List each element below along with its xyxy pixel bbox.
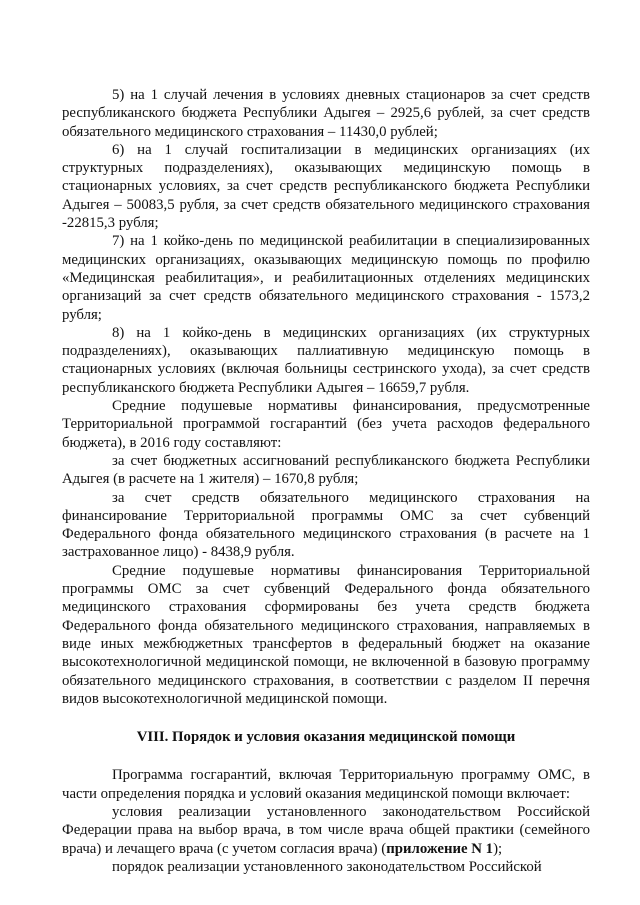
paragraph-procedure: порядок реализации установленного законодательством Российской: [112, 858, 542, 875]
paragraph-item-8: 8) на 1 койко-день в медицинских организациях (их структурных подразделениях), оказывающих паллиативную медицинскую помощь в стационарных условиях (включая больницы сестринского ухода), за счет средств республиканского бюджета Республики Адыгея – 16659,7 рубля.: [62, 324, 590, 396]
choice-of-doctor-end: );: [493, 840, 503, 857]
paragraph-choice-of-doctor: [62, 803, 590, 858]
section-heading: VIII. Порядок и условия оказания медицинской помощи: [136, 729, 516, 746]
choice-of-doctor-text: условия реализации установленного законодательством Российской Федерации права на выбор врача, в том числе врача общей практики (семейного врача) и лечащего врача (с учетом согласия врача) (: [62, 803, 590, 857]
paragraph-oms-norm: за счет средств обязательного медицинского страхования на финансирование Территориальной программы ОМС за счет субвенций Федерального фонда обязательного медицинского страхования (в расчете на 1 застрахованное лицо) - 8438,9 рубля.: [62, 489, 590, 561]
paragraph-budget-norm: за счет бюджетных ассигнований республиканского бюджета Республики Адыгея (в расчете на 1 жителя) – 1670,8 рубля;: [62, 452, 590, 488]
paragraph-oms-formation: Средние подушевые нормативы финансирования Территориальной программы ОМС за счет субвенций Федерального фонда обязательного медицинского страхования сформированы без учета средств бюджета Федерального фонда обязательного медицинского страхования, направляемых в виде иных межбюджетных трансфертов в федеральный бюджет на оказание высокотехнологичной медицинской помощи, не включенной в базовую программу обязательного медицинского страхования, в соответствии с разделом II перечня видов высокотехнологичной медицинской помощи.: [62, 562, 590, 707]
paragraph-item-7: 7) на 1 койко-день по медицинской реабилитации в специализированных медицинских организациях, оказывающих медицинскую помощь по профилю «Медицинская реабилитация», и реабилитационных отделениях медицинских организаций за счет средств обязательного медицинского страхования - 1573,2 рубля;: [62, 233, 590, 323]
paragraph-item-6: 6) на 1 случай госпитализации в медицинских организациях (их структурных подразделениях), оказывающих медицинскую помощь в стационарных условиях, за счет средств республиканского бюджета Республики Адыгея – 50083,5 рубля, за счет средств обязательного медицинского страхования -22815,3 рубля;: [62, 141, 590, 232]
appendix-reference: приложение N 1: [386, 840, 494, 857]
paragraph-program-includes: Программа госгарантий, включая Территориальную программу ОМС, в части определения порядка и условий оказания медицинской помощи включает:: [62, 767, 590, 802]
paragraph-average-norms: Средние подушевые нормативы финансирования, предусмотренные Территориальной программой госгарантий (без учета расходов федерального бюджета), в 2016 году составляют:: [62, 398, 590, 451]
paragraph-item-5: 5) на 1 случай лечения в условиях дневных стационаров за счет средств республиканского бюджета Республики Адыгея – 2925,6 рублей, за счет средств обязательного медицинского страхования – 11430,0 рублей;: [62, 87, 590, 140]
document-body: [62, 86, 590, 876]
